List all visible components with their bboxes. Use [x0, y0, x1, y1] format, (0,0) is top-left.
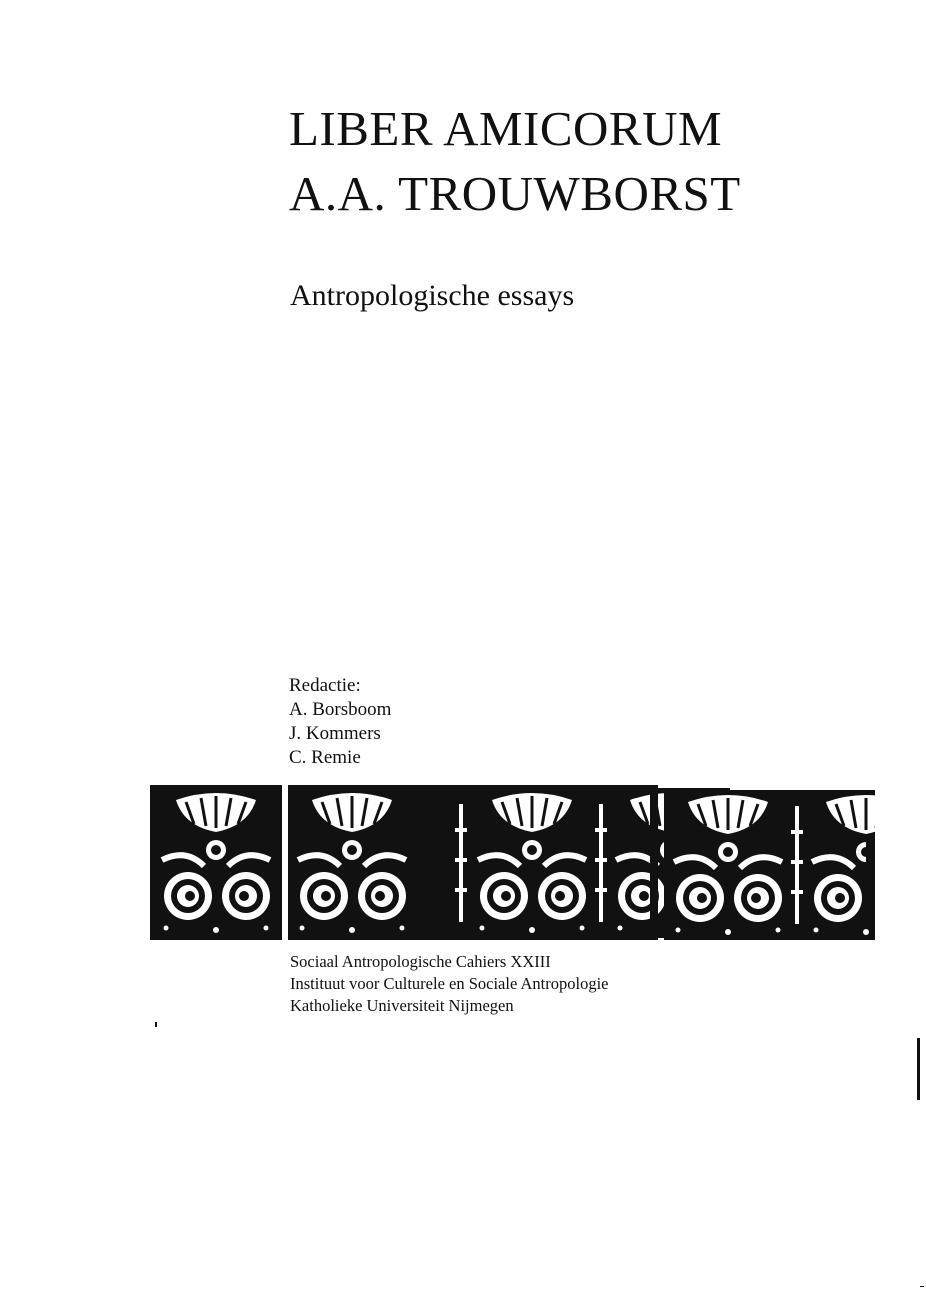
- title-line-2: A.A. TROUWBORST: [289, 166, 741, 221]
- editors-block: [289, 674, 391, 770]
- ornament-band-icon: [150, 785, 875, 940]
- title-line-1: LIBER AMICORUM: [289, 101, 723, 156]
- scan-artifact: [917, 1038, 920, 1100]
- editor-name: J. Kommers: [289, 723, 381, 744]
- scan-artifact: [155, 1022, 157, 1027]
- editor-name: C. Remie: [289, 747, 361, 768]
- editors-label: Redactie:: [289, 675, 361, 696]
- university-line: Katholieke Universiteit Nijmegen: [290, 996, 514, 1015]
- editor-name: A. Borsboom: [289, 699, 392, 720]
- scan-artifact: [920, 1286, 924, 1287]
- series-line: Sociaal Antropologische Cahiers XXIII: [290, 952, 551, 971]
- subtitle: Antropologische essays: [290, 279, 575, 312]
- institute-line: Instituut voor Culturele en Sociale Antropologie: [290, 974, 609, 993]
- publisher-block: [290, 951, 609, 1017]
